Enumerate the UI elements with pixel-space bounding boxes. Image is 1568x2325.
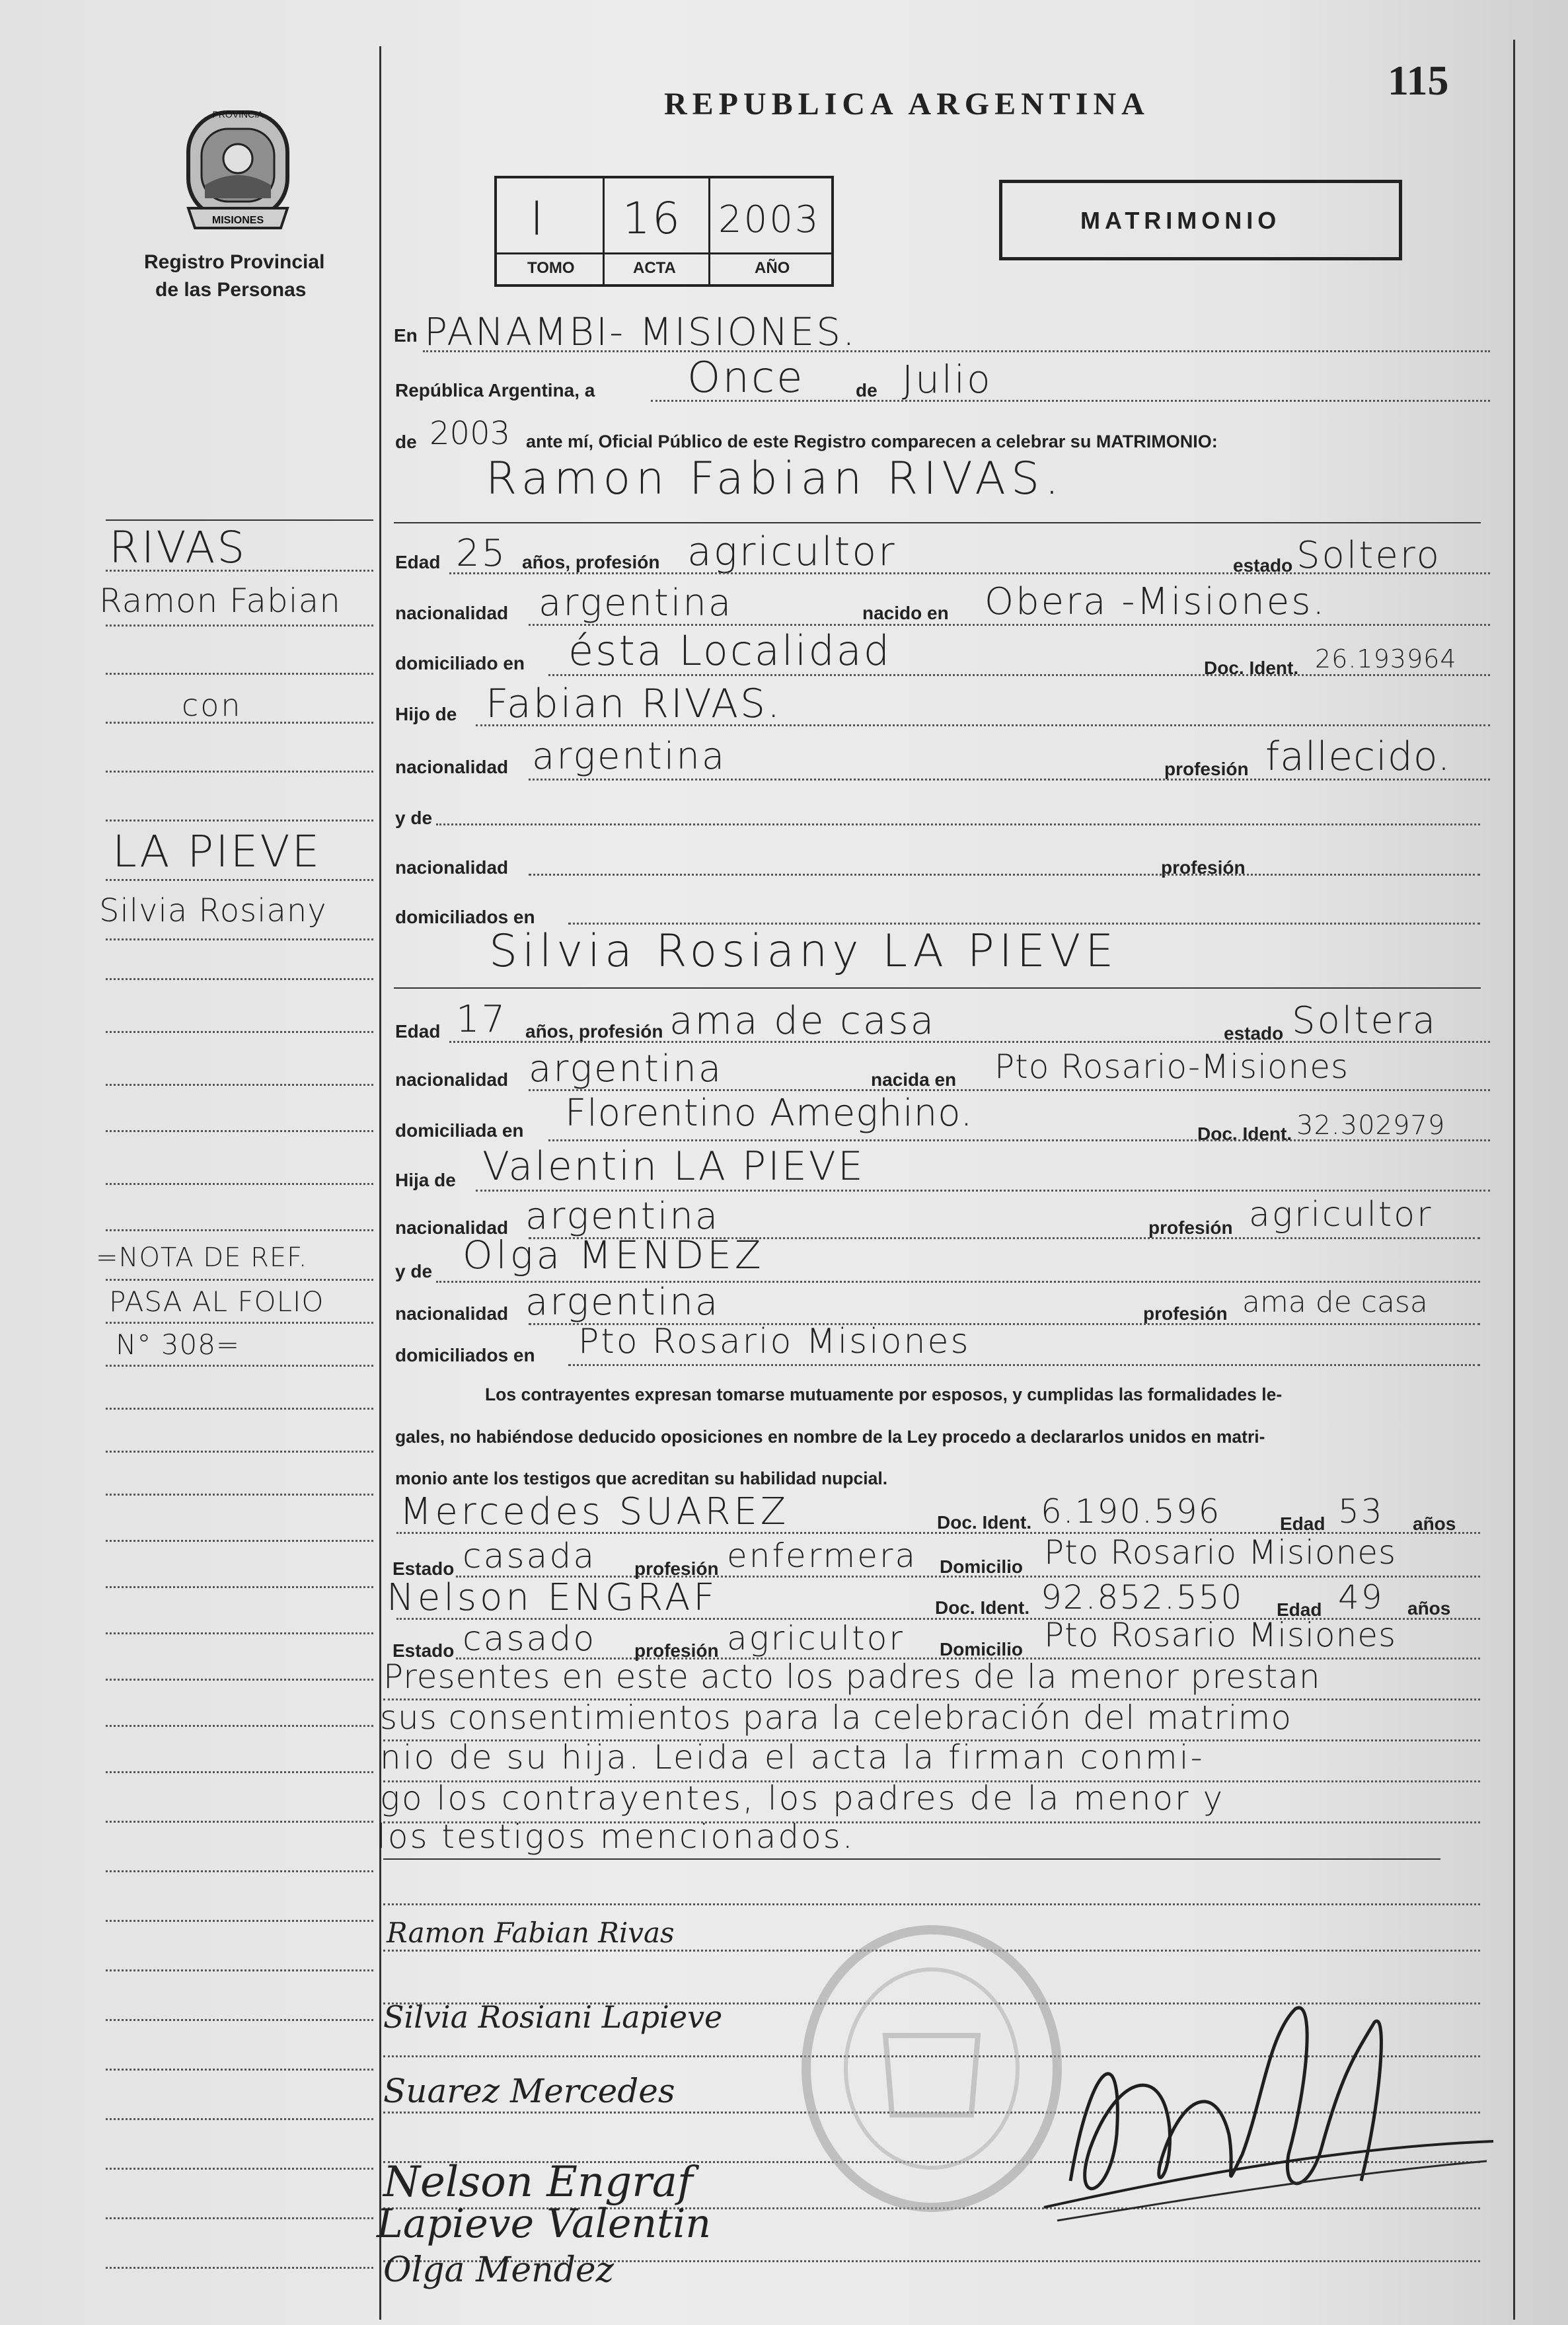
margin-rule <box>379 46 381 2320</box>
label-witness2-anos: años <box>1407 1598 1451 1619</box>
label-groom-nacionalidad: nacionalidad <box>395 603 509 623</box>
signature-bride-father: Lapieve Valentin <box>377 2201 712 2247</box>
witness2-age: 49 <box>1338 1578 1384 1617</box>
country-title: REPUBLICA ARGENTINA <box>664 87 1150 122</box>
note-line-3: nio de su hija. Leida el acta la firman conmi- <box>380 1738 1205 1776</box>
groom-parents-dom-line <box>568 923 1480 925</box>
label-en: En <box>394 325 418 346</box>
formal-text-line1: Los contrayentes expresan tomarse mutuamente por esposos, y cumplidas las formalidades le- <box>485 1385 1283 1404</box>
tomo-acta-box <box>494 176 834 287</box>
label-bride-domiciliada: domiciliada en <box>395 1120 524 1141</box>
bride-parents-dom-line <box>568 1364 1480 1366</box>
officer-signature <box>1031 1983 1507 2260</box>
bride-doc: 32.302979 <box>1296 1110 1446 1141</box>
label-de-month: de <box>856 380 877 400</box>
label-father-nacionalidad: nacionalidad <box>395 757 509 777</box>
witness1-profession: enfermera <box>727 1537 918 1575</box>
groom-name-line <box>394 522 1481 523</box>
bride-age-line <box>449 1041 1490 1043</box>
witness1-name: Mercedes SUAREZ <box>400 1490 790 1533</box>
groom-profession: agricultor <box>687 529 897 575</box>
anio-label: AÑO <box>755 259 790 277</box>
witness1-domicile: Pto Rosario Misiones <box>1044 1533 1397 1572</box>
witness2-profession: agricultor <box>727 1619 905 1658</box>
seal-text-bottom: MISIONES <box>211 215 264 226</box>
witness1-age: 53 <box>1338 1492 1384 1531</box>
bride-nat-line <box>529 1089 1490 1091</box>
bride-profession: ama de casa <box>669 998 936 1043</box>
note-line-4: go los contrayentes, los padres de la menor y <box>380 1779 1225 1817</box>
label-bride-doc: Doc. Ident. <box>1197 1124 1292 1144</box>
note-line-2: sus consentimientos para la celebración del matrimo <box>380 1698 1292 1737</box>
witness2-domicile: Pto Rosario Misiones <box>1044 1616 1397 1654</box>
label-hija-de: Hija de <box>395 1170 456 1190</box>
note-end-line <box>383 1858 1440 1860</box>
formal-text-line3: monio ante los testigos que acreditan su habilidad nupcial. <box>395 1468 888 1488</box>
label-witness1-estado: Estado <box>392 1558 455 1579</box>
bride-parents-domicile: Pto Rosario Misiones <box>578 1322 971 1361</box>
groom-age-line <box>449 572 1490 574</box>
acta-label: ACTA <box>633 259 676 277</box>
label-groom-doc: Doc. Ident. <box>1204 658 1299 678</box>
label-hijo-de: Hijo de <box>395 704 457 724</box>
bride-age: 17 <box>456 998 507 1041</box>
margin-note-2: PASA AL FOLIO <box>109 1285 324 1318</box>
label-witness2-profesion: profesión <box>634 1640 719 1661</box>
label-republica: República Argentina, a <box>395 380 595 400</box>
label-mother-profesion: profesión <box>1161 857 1246 878</box>
margin-note-1: =NOTA DE REF. <box>96 1242 308 1273</box>
label-groom-domiciliado: domiciliado en <box>395 653 525 673</box>
label-groom-parents-domicile: domiciliados en <box>395 907 535 927</box>
label-witness2-edad: Edad <box>1277 1599 1322 1620</box>
seal-text-top: PROVINCIA <box>212 109 264 120</box>
signature-bride-mother: Olga Mendez <box>383 2250 615 2290</box>
label-mother-nacionalidad: nacionalidad <box>395 857 509 878</box>
signature-bride: Silvia Rosiani Lapieve <box>383 1999 723 2035</box>
groom-dom-line <box>548 674 1490 676</box>
date-line <box>651 400 1490 402</box>
witness2-status: casado <box>463 1619 597 1659</box>
label-witness1-anos: años <box>1413 1513 1456 1534</box>
label-bride-parents-domicile: domiciliados en <box>395 1345 535 1365</box>
margin-top-line <box>106 519 373 521</box>
provincial-seal <box>175 99 301 238</box>
label-bride-anos-profesion: años, profesión <box>525 1021 663 1042</box>
label-bride-father-profesion: profesión <box>1148 1217 1233 1238</box>
label-witness2-domicilio: Domicilio <box>940 1639 1024 1659</box>
label-ante: ante mí, Oficial Público de este Registro comparecen a celebrar su MATRIMONIO: <box>526 432 1218 451</box>
bride-domicile: Florentino Ameghino. <box>565 1092 973 1135</box>
month: Julio <box>902 357 992 402</box>
groom-father-nat-line <box>529 779 1490 781</box>
tomo-value: I <box>530 192 546 246</box>
bride-status: Soltera <box>1292 999 1438 1042</box>
witness1-doc: 6.190.596 <box>1041 1492 1221 1531</box>
anio-value: 2003 <box>718 198 821 241</box>
official-stamp <box>793 1917 1070 2221</box>
signature-witness2: Nelson Engraf <box>383 2158 693 2207</box>
label-bride-father-nacionalidad: nacionalidad <box>395 1217 509 1238</box>
label-bride-edad: Edad <box>395 1021 441 1042</box>
groom-age: 25 <box>456 532 507 575</box>
label-witness1-edad: Edad <box>1280 1513 1325 1534</box>
groom-doc: 26.193964 <box>1315 644 1457 673</box>
bride-birthplace: Pto Rosario-Misiones <box>994 1048 1349 1086</box>
groom-father-nationality: argentina <box>532 735 727 778</box>
groom-birthplace: Obera -Misiones. <box>985 580 1327 623</box>
label-bride-y-de: y de <box>395 1261 433 1281</box>
groom-father: Fabian RIVAS. <box>486 681 782 727</box>
bride-father-profession: agricultor <box>1249 1195 1433 1235</box>
label-groom-anos-profesion: años, profesión <box>522 552 660 572</box>
groom-status: Soltero <box>1296 534 1441 577</box>
groom-domicile: ésta Localidad <box>568 627 892 675</box>
groom-mother-nat-line <box>529 874 1480 876</box>
bride-father: Valentin LA PIEVE <box>482 1143 865 1190</box>
label-witness2-doc: Doc. Ident. <box>935 1597 1030 1618</box>
bride-full-name: Silvia Rosiany LA PIEVE <box>489 925 1119 977</box>
label-groom-estado: estado <box>1233 555 1293 576</box>
bride-name-line <box>394 987 1481 989</box>
year: 2003 <box>429 415 511 452</box>
label-witness1-domicilio: Domicilio <box>940 1556 1024 1577</box>
place-line <box>423 350 1490 352</box>
signature-groom: Ramon Fabian Rivas <box>387 1917 675 1949</box>
label-witness1-profesion: profesión <box>634 1558 719 1579</box>
bride-mother-nationality: argentina <box>525 1281 720 1324</box>
label-bride-mother-nacionalidad: nacionalidad <box>395 1303 509 1324</box>
bride-nationality: argentina <box>529 1048 724 1090</box>
margin-surname-2: LA PIEVE <box>112 826 322 877</box>
groom-mother-line <box>436 823 1480 825</box>
right-rule <box>1513 40 1515 2320</box>
label-groom-edad: Edad <box>395 552 441 572</box>
label-groom-nacido-en: nacido en <box>862 603 949 623</box>
signature-witness1: Suarez Mercedes <box>383 2072 675 2110</box>
formal-text-line2: gales, no habiéndose deducido oposiciones en nombre de la Ley procedo a declararlos unidos en matri- <box>395 1427 1265 1447</box>
day: Once <box>687 354 805 402</box>
registry-name-line1: Registro Provincial <box>144 251 325 273</box>
record-type-label: MATRIMONIO <box>1080 207 1281 234</box>
note-line-1: Presentes en este acto los padres de la menor prestan <box>383 1658 1321 1696</box>
groom-father-line <box>476 724 1490 726</box>
groom-nationality: argentina <box>539 582 733 625</box>
witness2-doc: 92.852.550 <box>1041 1578 1244 1617</box>
witness2-name: Nelson ENGRAF <box>387 1576 718 1619</box>
groom-full-name: Ramon Fabian RIVAS. <box>486 453 1064 505</box>
label-witness2-estado: Estado <box>392 1640 455 1661</box>
bride-dom-line <box>548 1139 1490 1141</box>
margin-surname-1: RIVAS <box>109 522 247 573</box>
label-de-year: de <box>395 432 417 452</box>
margin-name-2: Silvia Rosiany <box>99 892 327 929</box>
registry-name-line2: de las Personas <box>155 279 307 301</box>
label-bride-nacida-en: nacida en <box>871 1069 957 1090</box>
groom-father-profession: fallecido. <box>1265 734 1451 780</box>
margin-name-1: Ramon Fabian <box>99 582 341 620</box>
label-groom-y-de: y de <box>395 808 433 828</box>
tomo-label: TOMO <box>527 259 575 277</box>
acta-value: 16 <box>622 193 682 244</box>
bride-father-nationality: argentina <box>525 1195 720 1238</box>
label-bride-estado: estado <box>1224 1023 1284 1044</box>
witness1-status: casada <box>463 1537 597 1576</box>
label-bride-nacionalidad: nacionalidad <box>395 1069 509 1090</box>
margin-note-3: N° 308= <box>116 1328 241 1361</box>
bride-mother: Olga MENDEZ <box>463 1233 765 1277</box>
bride-mother-profession: ama de casa <box>1242 1285 1428 1319</box>
record-type-box <box>999 180 1402 260</box>
place: PANAMBI- MISIONES. <box>424 309 857 354</box>
groom-nat-line <box>529 624 1490 626</box>
margin-connector: con <box>182 687 243 723</box>
label-father-profesion: profesión <box>1164 759 1249 779</box>
label-bride-mother-profesion: profesión <box>1143 1303 1228 1324</box>
bride-father-line <box>476 1190 1490 1192</box>
label-witness1-doc: Doc. Ident. <box>937 1512 1032 1533</box>
folio-number: 115 <box>1388 57 1449 104</box>
note-line-5: los testigos mencionados. <box>377 1817 855 1856</box>
